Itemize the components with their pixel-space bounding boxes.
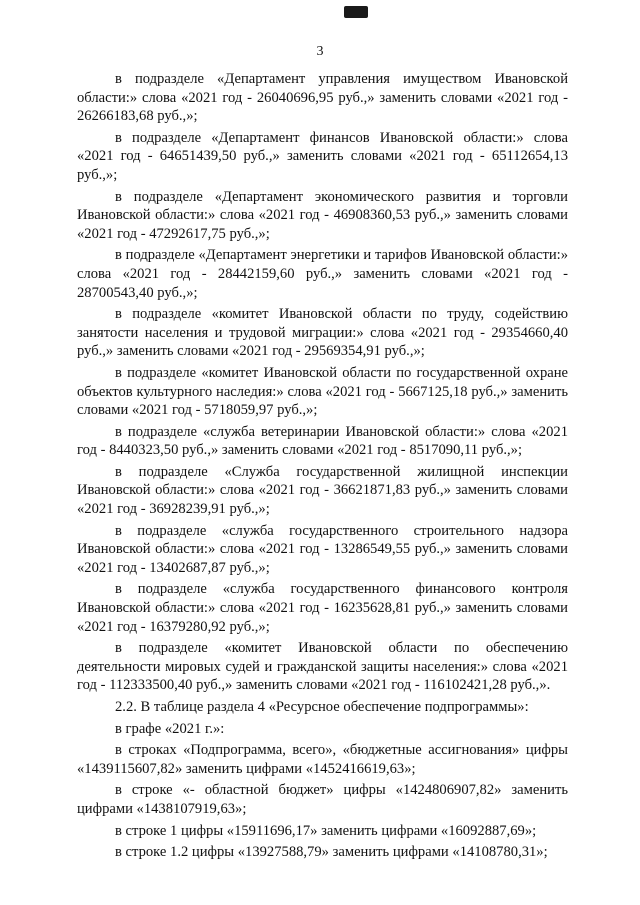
paragraph-9: в подразделе «служба государственного строительного надзора Ивановской области:» слова «2021 год - 13286549,55 руб.,» заменить словами «2021 год - 13402687,87 руб.,»;	[77, 522, 568, 576]
paragraph-17: в строке 1.2 цифры «13927588,79» заменить цифрами «14108780,31»;	[115, 844, 548, 861]
paragraph-12: 2.2. В таблице раздела 4 «Ресурсное обеспечение подпрограммы»:	[115, 699, 529, 715]
document-body	[77, 70, 568, 865]
paragraph-15: в строке «- областной бюджет» цифры «1424806907,82» заменить цифрами «1438107919,63»;	[77, 782, 568, 817]
paragraph-2: в подразделе «Департамент финансов Ивановской области:» слова «2021 год - 64651439,50 руб.,» заменить словами «2021 год - 65112654,13 руб.,»;	[77, 129, 568, 183]
paragraph-4: в подразделе «Департамент энергетики и тарифов Ивановской области:» слова «2021 год - 28442159,60 руб.,» заменить словами «2021 год - 28700543,40 руб.,»;	[77, 247, 568, 301]
scan-mark	[344, 6, 368, 18]
paragraph-1: в подразделе «Департамент управления имуществом Ивановской области:» слова «2021 год - 26040696,95 руб.,» заменить словами «2021 год - 26266183,68 руб.,»;	[77, 71, 568, 125]
paragraph-16: в строке 1 цифры «15911696,17» заменить цифрами «16092887,69»;	[115, 822, 537, 839]
paragraph-8: в подразделе «Служба государственной жилищной инспекции Ивановской области:» слова «2021 год - 36621871,83 руб.,» заменить словами «2021 год - 36928239,91 руб.,»;	[77, 463, 568, 518]
paragraph-6: в подразделе «комитет Ивановской области по государственной охране объектов культурного наследия:» слова «2021 год - 5667125,18 руб.,» заменить словами «2021 год - 5718059,97 руб.,»;	[77, 364, 568, 419]
paragraph-7: в подразделе «служба ветеринарии Ивановской области:» слова «2021 год - 8440323,50 руб.,» заменить словами «2021 год - 8517090,11 руб.,»;	[77, 423, 568, 459]
paragraph-13: в графе «2021 г.»:	[115, 720, 225, 737]
paragraph-11: в подразделе «комитет Ивановской области по обеспечению деятельности мировых судей и гражданской защиты населения:» слова «2021 год - 112333500,40 руб.,» заменить словами «2021 год - 116102421,28 руб.,».	[77, 640, 568, 694]
paragraph-14: в строках «Подпрограмма, всего», «бюджетные ассигнования» цифры «1439115607,82» заменить цифрами «1452416619,63»;	[77, 742, 568, 777]
page-number: 3	[316, 44, 324, 59]
paragraph-5: в подразделе «комитет Ивановской области по труду, содействию занятости населения и трудовой миграции:» слова «2021 год - 29354660,40 руб.,» заменить словами «2021 год - 29569354,91 руб.,»;	[77, 306, 568, 360]
paragraph-3: в подразделе «Департамент экономического развития и торговли Ивановской области:» слова «2021 год - 46908360,53 руб.,» заменить словами «2021 год - 47292617,75 руб.,»;	[77, 188, 568, 242]
paragraph-10: в подразделе «служба государственного финансового контроля Ивановской области:» слова «2021 год - 16235628,81 руб.,» заменить словами «2021 год - 16379280,92 руб.,»;	[77, 581, 568, 635]
